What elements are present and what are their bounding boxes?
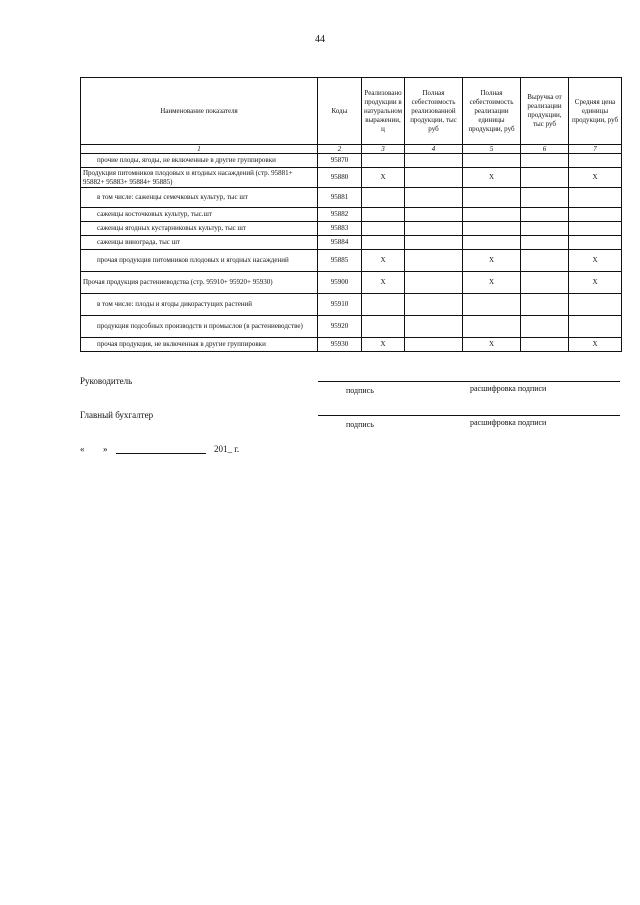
row-name: саженцы косточковых культур, тыс.шт [81, 208, 318, 222]
header-unit-cost: Полная себестоимость реализации единицы продукции, руб [463, 78, 521, 145]
date-close-quote: » [103, 444, 108, 454]
table-row [81, 154, 622, 168]
row-name: Продукция питомников плодовых и ягодных насаждений (стр. 95881+ 95882+ 95883+ 95884+ 95885) [81, 168, 318, 188]
row-code: 95910 [318, 294, 362, 316]
table-row [81, 222, 622, 236]
date-open-quote: « [80, 444, 85, 454]
row-value [463, 316, 521, 338]
row-code: 95884 [318, 236, 362, 250]
row-value [405, 154, 463, 168]
row-value [362, 208, 405, 222]
row-value: X [463, 272, 521, 294]
row-code: 95920 [318, 316, 362, 338]
row-value [521, 154, 569, 168]
head-signature-caption: подпись [346, 386, 374, 395]
row-value: X [569, 250, 622, 272]
header-full-cost: Полная себестоимость реализованной продукции, тыс руб [405, 78, 463, 145]
column-number: 7 [569, 145, 622, 154]
row-value [521, 316, 569, 338]
date-row [80, 444, 239, 454]
table-row [81, 316, 622, 338]
accountant-signature-line [318, 415, 620, 416]
row-value [569, 316, 622, 338]
column-number: 4 [405, 145, 463, 154]
row-value: X [362, 272, 405, 294]
row-value: X [463, 168, 521, 188]
table-row [81, 236, 622, 250]
row-value [362, 154, 405, 168]
header-sold-quantity: Реализовано продукции в натуральном выражении, ц [362, 78, 405, 145]
row-name: Прочая продукция растениеводства (стр. 95910+ 95920+ 95930) [81, 272, 318, 294]
row-value: X [362, 338, 405, 352]
header-average-price: Средняя цена единицы продукции, руб [569, 78, 622, 145]
header-indicator-name: Наименование показателя [81, 78, 318, 145]
row-value [569, 208, 622, 222]
page-number: 44 [315, 34, 325, 45]
row-value [521, 208, 569, 222]
row-name: продукция подсобных производств и промыслов (в растениеводстве) [81, 316, 318, 338]
table-row [81, 168, 622, 188]
table-header-row [81, 78, 622, 145]
row-value [521, 222, 569, 236]
row-value [405, 250, 463, 272]
row-value [463, 222, 521, 236]
row-value [463, 236, 521, 250]
row-value: X [569, 272, 622, 294]
row-value [362, 316, 405, 338]
row-value [521, 294, 569, 316]
row-value [362, 188, 405, 208]
row-name: в том числе: плоды и ягоды дикорастущих растений [81, 294, 318, 316]
row-value: X [569, 168, 622, 188]
row-value [463, 208, 521, 222]
row-value [463, 294, 521, 316]
row-code: 95882 [318, 208, 362, 222]
row-value [405, 294, 463, 316]
accountant-decoding-caption: расшифровка подписи [470, 418, 547, 427]
header-codes: Коды [318, 78, 362, 145]
row-value [463, 154, 521, 168]
report-table [80, 77, 622, 352]
row-value [405, 222, 463, 236]
row-value: X [463, 338, 521, 352]
table-row [81, 272, 622, 294]
row-value [569, 294, 622, 316]
row-value [569, 222, 622, 236]
row-value: X [569, 338, 622, 352]
row-value [362, 222, 405, 236]
row-value [521, 188, 569, 208]
column-number: 5 [463, 145, 521, 154]
row-value [405, 188, 463, 208]
column-number: 1 [81, 145, 318, 154]
row-name: прочая продукция, не включенная в другие группировки [81, 338, 318, 352]
row-value [463, 188, 521, 208]
date-month-line [116, 444, 206, 454]
row-name: прочая продукция питомников плодовых и ягодных насаждений [81, 250, 318, 272]
table-row [81, 250, 622, 272]
head-signature-line [318, 381, 620, 382]
accountant-signature-caption: подпись [346, 420, 374, 429]
row-name: саженцы ягодных кустарниковых культур, тыс шт [81, 222, 318, 236]
table-row [81, 338, 622, 352]
row-value [521, 168, 569, 188]
column-numbers-row [81, 145, 622, 154]
row-code: 95900 [318, 272, 362, 294]
row-code: 95881 [318, 188, 362, 208]
row-value [405, 316, 463, 338]
row-value [362, 294, 405, 316]
accountant-label: Главный бухгалтер [80, 410, 154, 420]
head-decoding-caption: расшифровка подписи [470, 384, 547, 393]
row-code: 95880 [318, 168, 362, 188]
row-value: X [463, 250, 521, 272]
row-value [405, 272, 463, 294]
table-row [81, 188, 622, 208]
row-value [521, 236, 569, 250]
header-revenue: Выручка от реализации продукции, тыс руб [521, 78, 569, 145]
row-value: X [362, 168, 405, 188]
column-number: 2 [318, 145, 362, 154]
row-value [405, 338, 463, 352]
row-value [521, 338, 569, 352]
head-label: Руководитель [80, 376, 133, 386]
row-value [405, 168, 463, 188]
row-code: 95885 [318, 250, 362, 272]
row-value [405, 236, 463, 250]
row-value: X [362, 250, 405, 272]
row-code: 95930 [318, 338, 362, 352]
row-value [569, 154, 622, 168]
row-name: саженцы винограда, тыс шт [81, 236, 318, 250]
row-code: 95870 [318, 154, 362, 168]
date-year: 201_ г. [214, 444, 240, 454]
row-value [521, 250, 569, 272]
row-code: 95883 [318, 222, 362, 236]
row-value [405, 208, 463, 222]
row-value [362, 236, 405, 250]
row-name: прочие плоды, ягоды, не включенные в другие группировки [81, 154, 318, 168]
table-row [81, 208, 622, 222]
row-name: в том числе: саженцы семечковых культур, тыс шт [81, 188, 318, 208]
table-row [81, 294, 622, 316]
column-number: 3 [362, 145, 405, 154]
column-number: 6 [521, 145, 569, 154]
row-value [569, 236, 622, 250]
row-value [521, 272, 569, 294]
row-value [569, 188, 622, 208]
